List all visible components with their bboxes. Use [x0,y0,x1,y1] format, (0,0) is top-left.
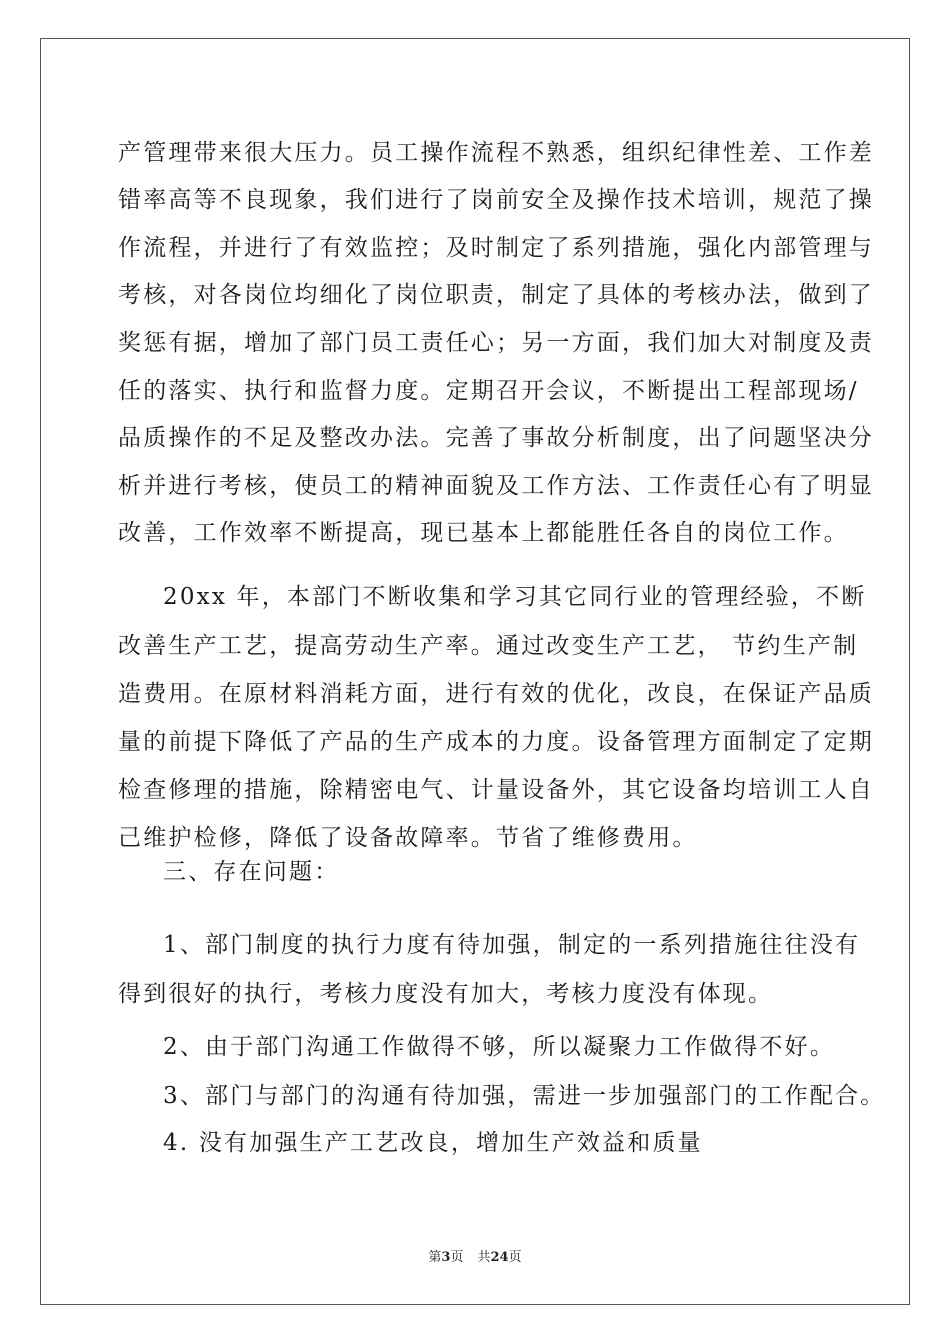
paragraph-line: 己维护检修，降低了设备故障率。节省了维修费用。 [118,825,698,851]
page-suffix: 页 [450,1250,464,1265]
paragraph-line: 造费用。在原材料消耗方面，进行有效的优化，改良，在保证产品质 [118,681,874,707]
paragraph-line: 产管理带来很大压力。员工操作流程不熟悉，组织纪律性差、工作差 [118,140,874,166]
paragraph-line: 20xx 年，本部门不断收集和学习其它同行业的管理经验，不断 [163,584,867,610]
paragraph-line: 考核，对各岗位均细化了岗位职责，制定了具体的考核办法，做到了 [118,282,874,308]
paragraph-line: 作流程，并进行了有效监控；及时制定了系列措施，强化内部管理与 [118,235,874,261]
list-item: 4. 没有加强生产工艺改良，增加生产效益和质量 [163,1130,703,1156]
list-item: 1、部门制度的执行力度有待加强，制定的一系列措施往往没有 [163,932,861,958]
paragraph-line: 品质操作的不足及整改办法。完善了事故分析制度，出了问题坚决分 [118,425,874,451]
paragraph-line: 任的落实、执行和监督力度。定期召开会议，不断提出工程部现场/ [118,378,859,404]
page-border [40,38,910,1305]
paragraph-line: 奖惩有据，增加了部门员工责任心；另一方面，我们加大对制度及责 [118,330,874,356]
total-suffix: 页 [508,1250,522,1265]
total-prefix: 共 [477,1250,491,1265]
paragraph-line: 析并进行考核，使员工的精神面貌及工作方法、工作责任心有了明显 [118,473,874,499]
page-prefix: 第 [428,1250,442,1265]
list-item: 3、部门与部门的沟通有待加强，需进一步加强部门的工作配合。 [163,1083,886,1109]
page-footer [0,1246,950,1265]
paragraph-line: 改善生产工艺，提高劳动生产率。通过改变生产工艺， 节约生产制 [118,633,859,659]
page-total: 24 [490,1250,509,1265]
paragraph-line: 错率高等不良现象，我们进行了岗前安全及操作技术培训，规范了操 [118,187,874,213]
paragraph-line: 改善，工作效率不断提高，现已基本上都能胜任各自的岗位工作。 [118,520,849,546]
list-item-continuation: 得到很好的执行，考核力度没有加大，考核力度没有体现。 [118,981,774,1007]
page-current: 3 [441,1250,451,1265]
paragraph-line: 检查修理的措施，除精密电气、计量设备外，其它设备均培训工人自 [118,777,874,803]
paragraph-line: 量的前提下降低了产品的生产成本的力度。设备管理方面制定了定期 [118,729,874,755]
list-item: 2、由于部门沟通工作做得不够，所以凝聚力工作做得不好。 [163,1034,836,1060]
section-heading: 三、存在问题： [163,859,340,885]
